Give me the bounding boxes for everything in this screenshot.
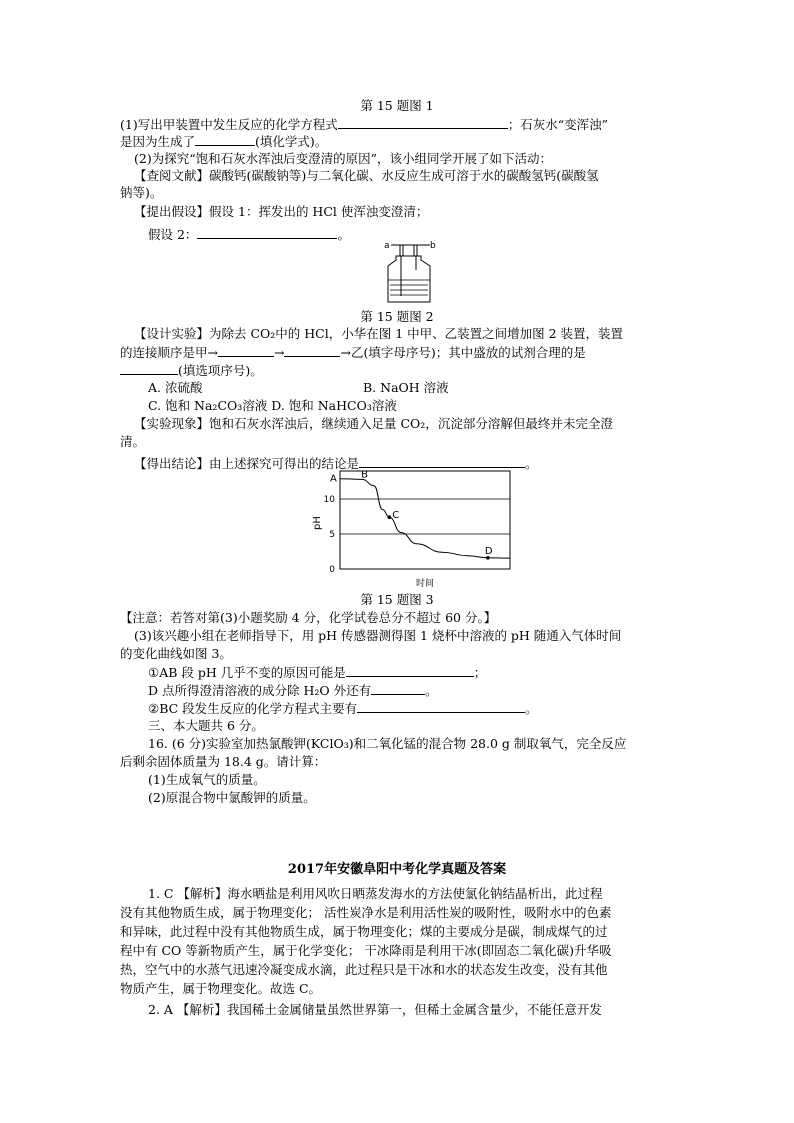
point-c-marker — [388, 515, 392, 519]
option-a: A. 浓硫酸 — [148, 380, 203, 395]
q3-bc-text: ②BC 段发生反应的化学方程式主要有 — [148, 701, 358, 716]
point-markers — [330, 469, 493, 559]
design-line-1 — [134, 326, 623, 342]
y-axis-label: pH — [312, 516, 323, 530]
point-b-label: B — [361, 469, 368, 481]
q16-sub-1: (1)生成氧气的质量。 — [148, 772, 266, 787]
design-text-2: 的连接顺序是甲→ — [120, 345, 218, 360]
answer-blank — [371, 682, 425, 695]
q3-line-2: 的变化曲线如图 3。 — [120, 646, 232, 661]
x-axis-label: 时间 — [415, 579, 435, 589]
phenomenon-line-1 — [134, 416, 613, 432]
answer-blank — [120, 362, 178, 375]
q1-text-b: ；石灰水“变浑浊” — [507, 117, 608, 132]
answer-1-line-2: 没有其他物质生成，属于物理变化； 活性炭净水是利用活性炭的吸附性，吸附水中的色素 — [120, 905, 612, 920]
hypothesis-2-end: 。 — [337, 227, 350, 242]
phenomenon-line-2: 清。 — [120, 434, 146, 449]
option-b: B. NaOH 溶液 — [363, 380, 449, 395]
design-line-2 — [120, 344, 586, 361]
label-a: a — [384, 241, 390, 251]
hypothesis-2-label: 假设 2： — [148, 227, 198, 242]
answer-2-line-1: 2. A 【解析】我国稀土金属储量虽然世界第一，但稀土金属含量少，不能任意开发 — [148, 1002, 602, 1017]
answer-1-line-6: 物质产生，属于物理变化。故选 C。 — [120, 981, 322, 996]
options-c-d: C. 饱和 Na₂CO₃溶液 D. 饱和 NaHCO₃溶液 — [148, 398, 397, 413]
q1-text-a: (1)写出甲装置中发生反应的化学方程式 — [120, 117, 338, 132]
y-tick-label: 0 — [329, 565, 335, 575]
answer-blank — [197, 226, 337, 239]
q3-d-line — [148, 682, 438, 699]
q16-line-1: 16. (6 分)实验室加热氯酸钾(KClO₃)和二氧化锰的混合物 28.0 g 制取氧气，完全反应 — [148, 736, 627, 751]
q3-d-end: 。 — [425, 683, 438, 698]
hypothesis-label: 【提出假设】 — [134, 204, 210, 219]
q3-ab-end: ； — [473, 665, 487, 680]
answer-1-line-1: 1. C 【解析】海水晒盐是利用风吹日晒蒸发海水的方法使氯化钠结晶析出，此过程 — [148, 886, 603, 901]
q3-line-1: (3)该兴趣小组在老师指导下，用 pH 传感器测得图 1 烧杯中溶液的 pH 随通入气体时间 — [134, 628, 622, 643]
point-c-label: C — [392, 510, 400, 522]
literature-line-2: 钠等)。 — [120, 185, 163, 200]
answer-title: 2017年安徽阜阳中考化学真题及答案 — [287, 862, 507, 877]
conclusion-end: 。 — [525, 456, 538, 471]
q3-d-text: D 点所得澄清溶液的成分除 H₂O 外还有 — [148, 683, 372, 698]
y-tick-label: 5 — [329, 530, 335, 540]
conclusion-text: 由上述探究可得出的结论是 — [209, 456, 360, 471]
q16-line-2: 后剩余固体质量为 18.4 g。请计算： — [120, 754, 327, 769]
q1-line-1 — [120, 116, 608, 133]
answer-1-line-4: 程中有 CO 等新物质产生，属于化学变化； 干冰降雨是利用干冰(即固态二氧化碳)升华吸 — [120, 943, 612, 958]
conclusion-label: 【得出结论】 — [134, 456, 210, 471]
liquid-lines — [388, 280, 430, 295]
answer-blank — [357, 700, 525, 713]
gridlines — [340, 499, 510, 534]
design-text-1: 为除去 CO₂中的 HCl，小华在图 1 中甲、乙装置之间增加图 2 装置，装置 — [209, 326, 624, 341]
point-d-label: D — [484, 545, 493, 557]
label-b: b — [430, 241, 436, 251]
q1-text-d: (填化学式)。 — [255, 134, 328, 149]
figure-2-caption: 第 15 题图 2 — [360, 309, 434, 324]
phenomenon-text: 饱和石灰水浑浊后，继续通入足量 CO₂，沉淀部分溶解但最终并未完全澄 — [209, 416, 613, 431]
bottle-neck — [400, 245, 417, 256]
figure-1-caption: 第 15 题图 1 — [360, 98, 434, 113]
ph-chart — [312, 466, 518, 590]
q2-intro: (2)为探究“饱和石灰水浑浊后变澄清的原因”，该小组同学开展了如下活动： — [134, 151, 552, 166]
design-text-3: →乙(填字母序号)；其中盛放的试剂合理的是 — [340, 345, 586, 360]
literature-label: 【查阅文献】 — [134, 168, 210, 183]
figure-3-caption: 第 15 题图 3 — [360, 592, 434, 607]
answer-blank — [284, 344, 340, 357]
answer-blank — [346, 664, 474, 677]
hypothesis-2 — [148, 226, 350, 243]
answer-blank — [218, 344, 274, 357]
answer-1-line-3: 和异味，此过程中没有其他物质生成，属于物理变化；煤的主要成分是碳，制成煤气的过 — [120, 924, 608, 939]
bonus-note: 【注意：若答对第(3)小题奖励 4 分，化学试卷总分不超过 60 分。】 — [120, 610, 497, 625]
gas-washing-bottle-diagram — [380, 238, 440, 308]
section-3-heading: 三、本大题共 6 分。 — [148, 718, 264, 733]
design-text-4: (填选项序号)。 — [178, 363, 263, 378]
y-tick-labels — [324, 495, 336, 575]
q3-ab-line — [148, 664, 486, 681]
q3-bc-line — [148, 700, 538, 717]
design-label: 【设计实验】 — [134, 326, 210, 341]
q1-text-c: 是因为生成了 — [120, 134, 196, 149]
answer-1-line-5: 热，空气中的水蒸气迅速冷凝变成水滴，此过程只是干冰和水的状态发生改变，没有其他 — [120, 962, 608, 977]
answer-blank — [195, 133, 255, 146]
answer-blank — [338, 116, 508, 129]
literature-line-1 — [134, 168, 599, 184]
q3-ab-text: ①AB 段 pH 几乎不变的原因可能是 — [148, 665, 346, 680]
point-a-label: A — [330, 473, 337, 485]
design-line-3 — [120, 362, 263, 379]
q3-bc-end: 。 — [525, 701, 538, 716]
design-arrow: → — [273, 345, 285, 360]
literature-text: 碳酸钙(碳酸钠等)与二氧化碳、水反应生成可溶于水的碳酸氢钙(碳酸氢 — [209, 168, 599, 183]
q16-sub-2: (2)原混合物中氯酸钾的质量。 — [148, 790, 316, 805]
q1-line-2 — [120, 133, 327, 150]
y-tick-label: 10 — [323, 495, 335, 505]
hypothesis-line-1 — [134, 204, 428, 220]
phenomenon-label: 【实验现象】 — [134, 416, 210, 431]
hypothesis-1: 假设 1：挥发出的 HCl 使浑浊变澄清； — [209, 204, 429, 219]
